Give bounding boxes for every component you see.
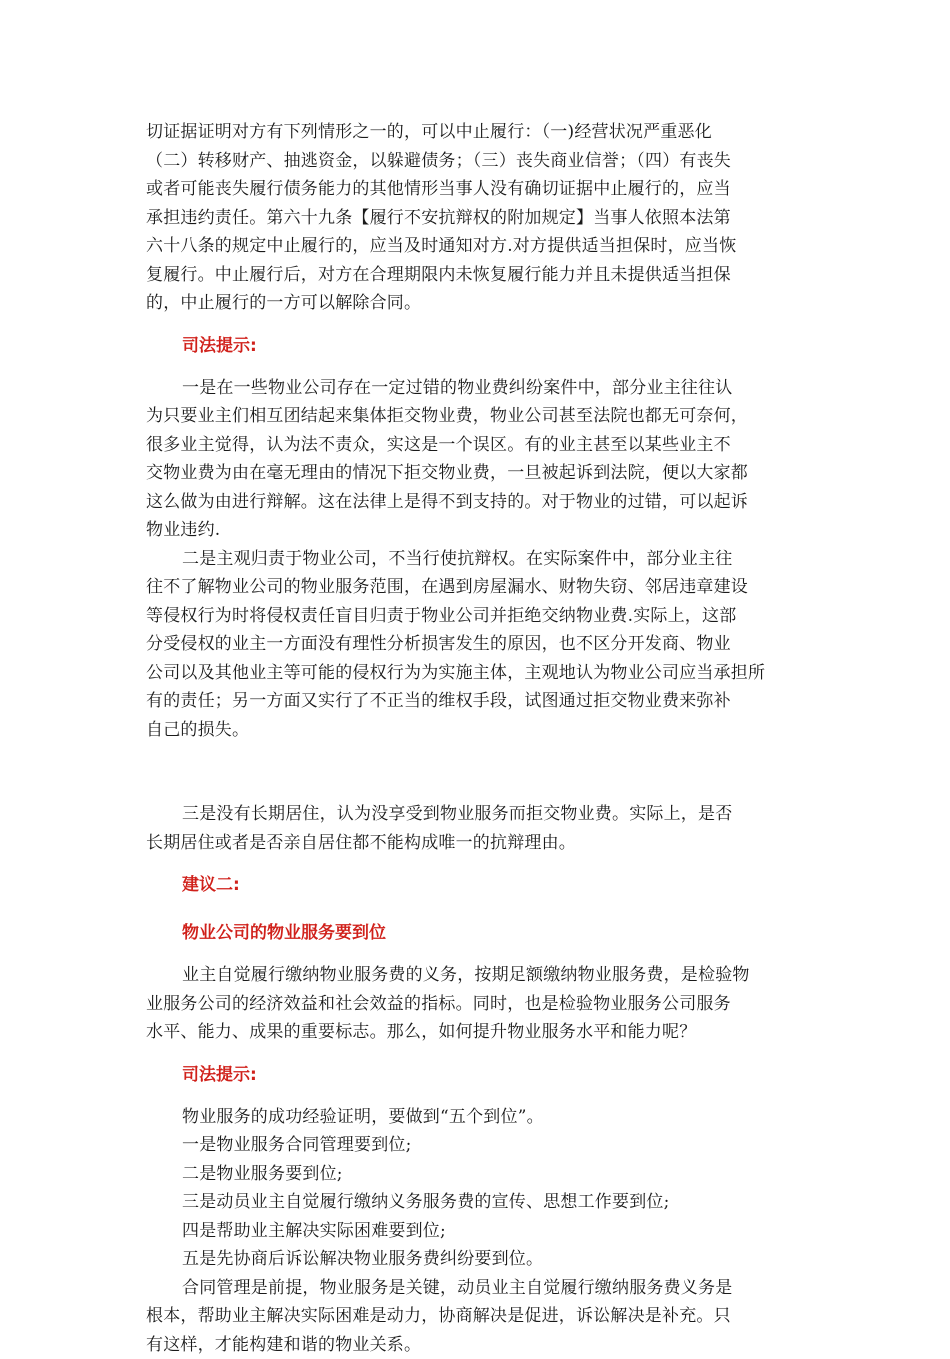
text-line: 等侵权行为时将侵权责任盲目归责于物业公司并拒绝交纳物业费.实际上，这部 (146, 602, 806, 631)
contract-clause-paragraph (146, 118, 806, 318)
list-item: 二是物业服务要到位; (146, 1160, 806, 1189)
text-line: 自己的损失。 (146, 716, 806, 745)
text-line: 水平、能力、成果的重要标志。那么，如何提升物业服务水平和能力呢？ (146, 1018, 806, 1047)
text-line: 物业违约. (146, 516, 806, 545)
tip-paragraph-three (146, 800, 806, 857)
list-item: 四是帮助业主解决实际困难要到位; (146, 1217, 806, 1246)
text-line: 一是在一些物业公司存在一定过错的物业费纠纷案件中，部分业主往往认 (146, 374, 806, 403)
conclusion-paragraph (146, 1274, 806, 1359)
list-item: 五是先协商后诉讼解决物业服务费纠纷要到位。 (146, 1245, 806, 1274)
section-title: 物业公司的物业服务要到位 (146, 919, 806, 947)
text-line: 有的责任；另一方面又实行了不正当的维权手段，试图通过拒交物业费来弥补 (146, 687, 806, 716)
five-in-place-list (146, 1103, 806, 1274)
text-line: 这么做为由进行辩解。这在法律上是得不到支持的。对于物业的过错，可以起诉 (146, 488, 806, 517)
tip-paragraph-two (146, 545, 806, 745)
text-line: 业主自觉履行缴纳物业服务费的义务，按期足额缴纳物业服务费，是检验物 (146, 961, 806, 990)
list-item: 三是动员业主自觉履行缴纳义务服务费的宣传、思想工作要到位; (146, 1188, 806, 1217)
text-line: 为只要业主们相互团结起来集体拒交物业费，物业公司甚至法院也都无可奈何， (146, 402, 806, 431)
tip-paragraph-one (146, 374, 806, 545)
text-line: 长期居住或者是否亲自居住都不能构成唯一的抗辩理由。 (146, 829, 806, 858)
text-line: （二）转移财产、抽逃资金，以躲避债务；（三）丧失商业信誉；（四）有丧失 (146, 147, 806, 176)
text-line: 公司以及其他业主等可能的侵权行为为实施主体，主观地认为物业公司应当承担所 (146, 659, 806, 688)
text-line: 合同管理是前提，物业服务是关键，动员业主自觉履行缴纳服务费义务是 (146, 1274, 806, 1303)
text-line: 的，中止履行的一方可以解除合同。 (146, 289, 806, 318)
judicial-tip-heading: 司法提示: (146, 1061, 806, 1089)
text-line: 往不了解物业公司的物业服务范围，在遇到房屋漏水、财物失窃、邻居违章建设 (146, 573, 806, 602)
document-page (146, 118, 806, 1359)
text-line: 有这样，才能构建和谐的物业关系。 (146, 1331, 806, 1359)
text-line: 或者可能丧失履行债务能力的其他情形当事人没有确切证据中止履行的，应当 (146, 175, 806, 204)
judicial-tip-heading: 司法提示: (146, 332, 806, 360)
text-line: 很多业主觉得，认为法不责众，实这是一个误区。有的业主甚至以某些业主不 (146, 431, 806, 460)
text-line: 分受侵权的业主一方面没有理性分析损害发生的原因，也不区分开发商、物业 (146, 630, 806, 659)
text-line: 复履行。中止履行后，对方在合理期限内未恢复履行能力并且未提供适当担保 (146, 261, 806, 290)
text-line: 三是没有长期居住，认为没享受到物业服务而拒交物业费。实际上，是否 (146, 800, 806, 829)
list-item: 物业服务的成功经验证明，要做到“五个到位”。 (146, 1103, 806, 1132)
text-line: 承担违约责任。第六十九条【履行不安抗辩权的附加规定】当事人依照本法第 (146, 204, 806, 233)
text-line: 六十八条的规定中止履行的，应当及时通知对方.对方提供适当担保时，应当恢 (146, 232, 806, 261)
list-item: 一是物业服务合同管理要到位; (146, 1131, 806, 1160)
suggestion-paragraph (146, 961, 806, 1047)
text-line: 业服务公司的经济效益和社会效益的指标。同时，也是检验物业服务公司服务 (146, 990, 806, 1019)
text-line: 根本，帮助业主解决实际困难是动力，协商解决是促进，诉讼解决是补充。只 (146, 1302, 806, 1331)
text-line: 切证据证明对方有下列情形之一的，可以中止履行：（一)经营状况严重恶化 (146, 118, 806, 147)
text-line: 交物业费为由在毫无理由的情况下拒交物业费，一旦被起诉到法院，便以大家都 (146, 459, 806, 488)
suggestion-two-heading: 建议二: (146, 871, 806, 899)
text-line: 二是主观归责于物业公司，不当行使抗辩权。在实际案件中，部分业主往 (146, 545, 806, 574)
